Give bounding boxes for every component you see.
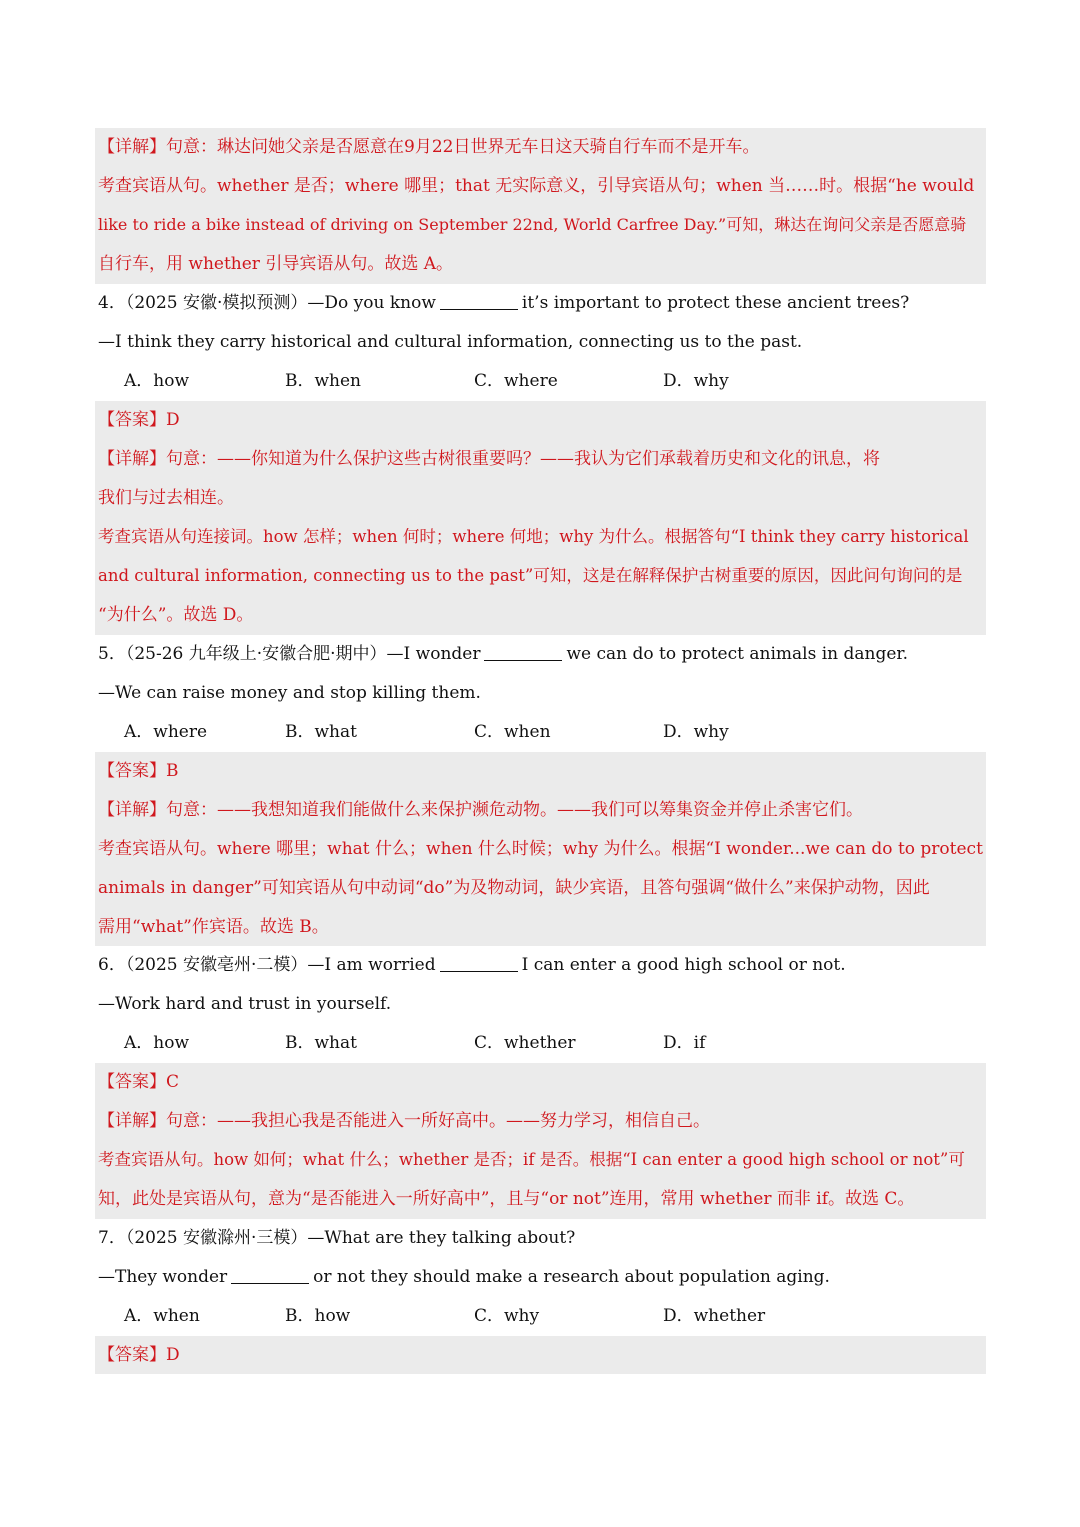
q5-reply: —We can raise money and stop killing them. (98, 683, 481, 703)
q6-analysis-line: 考查宾语从句。how 如何；what 什么；whether 是否；if 是否。根据“I can enter a good high school or not”可 (98, 1150, 965, 1169)
q4-analysis-line: “为什么”。故选 D。 (98, 605, 254, 625)
q6-reply: —Work hard and trust in yourself. (98, 994, 392, 1014)
q4-reply: —I think they carry historical and cultural information, connecting us to the past. (98, 332, 803, 352)
q7-option-b: B．how (285, 1306, 351, 1326)
q6-option-b: B．what (285, 1033, 357, 1053)
q7-reply (98, 1265, 986, 1289)
q5-analysis-line: 考查宾语从句。where 哪里；what 什么；when 什么时候；why 为什么。根据“I wonder...we can do to protect (98, 839, 983, 859)
q7-option-c: C．why (474, 1306, 540, 1326)
q6-detail-line: 【详解】句意：——我担心我是否能进入一所好高中。——努力学习，相信自己。 (98, 1111, 710, 1131)
q3-detail: 【详解】句意：琳达问她父亲是否愿意在9月22日世界无车日这天骑自行车而不是开车。 (98, 137, 760, 157)
q4-detail-line: 我们与过去相连。 (98, 488, 234, 508)
q5-answer: 【答案】B (98, 761, 179, 781)
q7-blank (231, 1267, 309, 1284)
q3-analysis-line: like to ride a bike instead of driving on September 22nd, World Carfree Day.”可知，琳达在询问父亲是否愿意骑 (98, 215, 967, 234)
q4-detail-line: 【详解】句意：——你知道为什么保护这些古树很重要吗？——我认为它们承载着历史和文化的讯息，将 (98, 449, 880, 469)
q6-stem-end: I can enter a good high school or not. (521, 955, 846, 975)
q3-analysis-line: 自行车，用 whether 引导宾语从句。故选 A。 (98, 254, 454, 274)
q3-analysis-line: 考查宾语从句。whether 是否；where 哪里；that 无实际意义，引导宾语从句；when 当……时。根据“he would (98, 176, 975, 196)
q7-answer: 【答案】D (98, 1345, 180, 1365)
q4-analysis-line: 考查宾语从句连接词。how 怎样；when 何时；where 何地；why 为什么。根据答句“I think they carry historical (98, 527, 969, 546)
q7-option-a: A．when (124, 1306, 200, 1326)
q6-stem-start: 6．（2025 安徽亳州·二模）—I am worried (98, 955, 436, 975)
q4-option-a: A．how (124, 371, 190, 391)
q4-answer: 【答案】D (98, 410, 180, 430)
q5-option-d: D．why (663, 722, 729, 742)
q6-analysis-line: 知，此处是宾语从句，意为“是否能进入一所好高中”，且与“or not”连用，常用 whether 而非 if。故选 C。 (98, 1189, 915, 1209)
q5-option-c: C．when (474, 722, 551, 742)
q4-stem (98, 291, 986, 315)
q6-option-d: D．if (663, 1033, 706, 1053)
q5-analysis-line: animals in danger”可知宾语从句中动词“do”为及物动词，缺少宾语，且答句强调“做什么”来保护动物，因此 (98, 878, 930, 898)
q5-stem-end: we can do to protect animals in danger. (566, 644, 909, 664)
q7-reply-start: —They wonder (98, 1267, 228, 1287)
q4-stem-start: 4．（2025 安徽·模拟预测）—Do you know (98, 293, 436, 313)
q7-stem: 7．（2025 安徽滁州·三模）—What are they talking about? (98, 1228, 576, 1248)
q4-analysis-line: and cultural information, connecting us to the past”可知，这是在解释保护古树重要的原因，因此问句询问的是 (98, 566, 963, 585)
answer-block-4-shade (95, 401, 986, 635)
q4-blank (440, 293, 518, 310)
q5-detail-line: 【详解】句意：——我想知道我们能做什么来保护濒危动物。——我们可以筹集资金并停止杀害它们。 (98, 800, 863, 820)
q5-blank (484, 644, 562, 661)
q5-option-b: B．what (285, 722, 357, 742)
q5-stem-start: 5．（25-26 九年级上·安徽合肥·期中）—I wonder (98, 644, 481, 664)
q6-option-a: A．how (124, 1033, 190, 1053)
q4-option-b: B．when (285, 371, 362, 391)
q7-option-d: D．whether (663, 1306, 766, 1326)
q4-stem-end: it’s important to protect these ancient trees? (521, 293, 910, 313)
q5-analysis-line: 需用“what”作宾语。故选 B。 (98, 917, 329, 937)
q5-stem (98, 642, 986, 666)
q6-stem (98, 953, 986, 977)
q6-blank (440, 955, 518, 972)
q6-answer: 【答案】C (98, 1072, 180, 1092)
q5-option-a: A．where (124, 722, 208, 742)
q4-option-d: D．why (663, 371, 729, 391)
q4-option-c: C．where (474, 371, 558, 391)
q7-reply-end: or not they should make a research about population aging. (313, 1267, 830, 1287)
q6-option-c: C．whether (474, 1033, 576, 1053)
